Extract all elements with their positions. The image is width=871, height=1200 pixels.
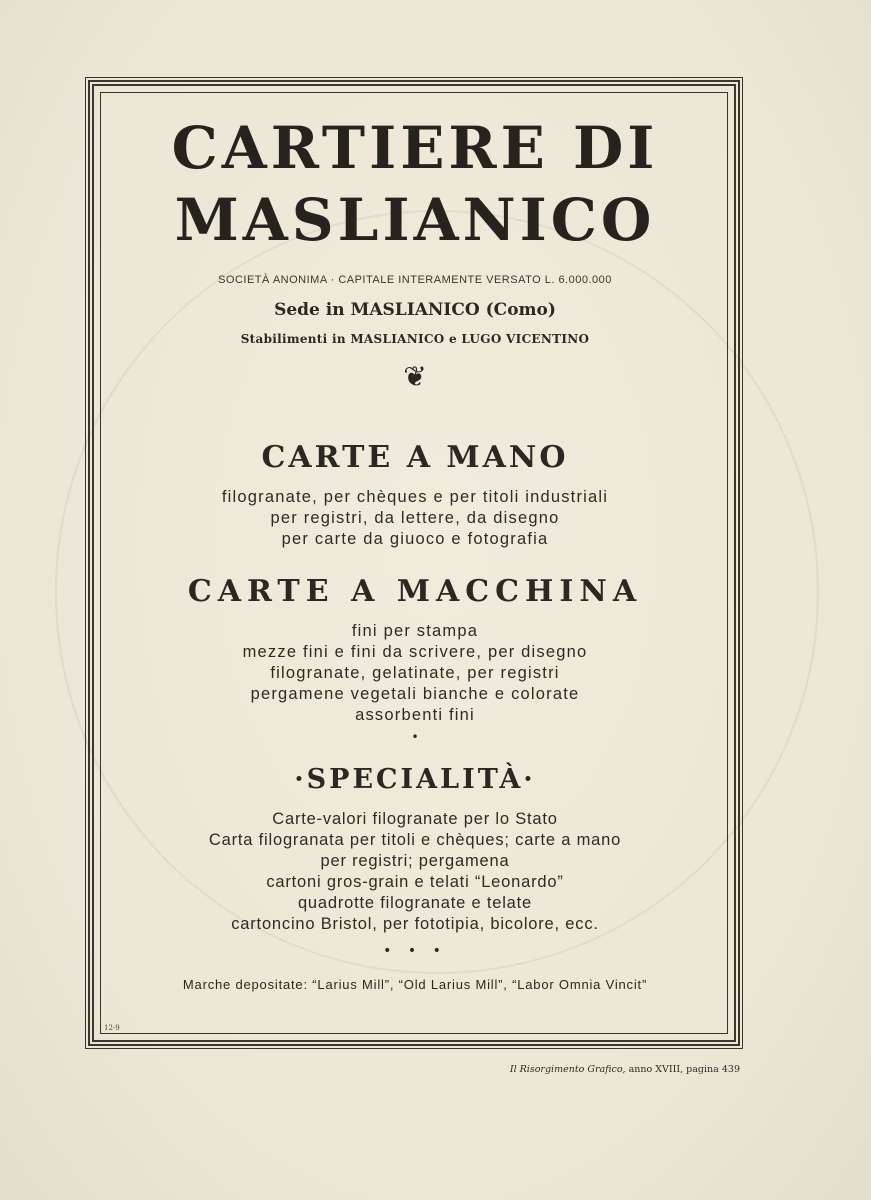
section-list-carte-a-mano xyxy=(100,487,730,550)
list-item: quadrotte filogranate e telate xyxy=(297,894,533,912)
separator-dots: • • • xyxy=(383,943,447,959)
section-title-carte-a-macchina: CARTE A MACCHINA xyxy=(187,574,643,609)
trademarks-line: Marche depositate: “Larius Mill”, “Old Larius Mill”, “Labor Omnia Vincit” xyxy=(182,977,648,992)
list-item: per registri; pergamena xyxy=(320,852,510,870)
company-title-line2: MASLIANICO xyxy=(174,186,656,254)
company-title-line1: CARTIERE DI xyxy=(171,114,659,182)
ornament-icon: ❦ xyxy=(403,360,427,393)
list-item: cartoncino Bristol, per fototipia, bicolore, ecc. xyxy=(231,915,599,933)
section-title-specialita: ·SPECIALITÀ· xyxy=(294,764,536,795)
footer-issue: anno XVIII, pagina 439 xyxy=(628,1064,740,1075)
list-item: mezze fini e fini da scrivere, per disegno xyxy=(242,643,588,661)
list-item: per registri, da lettere, da disegno xyxy=(270,509,560,527)
list-item: cartoni gros-grain e telati “Leonardo” xyxy=(266,873,564,891)
headquarters-line: Sede in MASLIANICO (Como) xyxy=(274,300,556,320)
list-item: filogranate, gelatinate, per registri xyxy=(270,664,560,682)
page-footer xyxy=(510,1064,740,1075)
plate-number: 12-9 xyxy=(104,1024,120,1032)
list-item: Carte-valori filogranate per lo Stato xyxy=(272,810,558,828)
advertisement-content xyxy=(100,90,730,992)
section-list-specialita xyxy=(100,809,730,935)
company-subtitle: SOCIETÀ ANONIMA · CAPITALE INTERAMENTE VERSATO L. 6.000.000 xyxy=(218,274,612,286)
footer-journal-name: Il Risorgimento Grafico, xyxy=(509,1064,626,1075)
separator-dot: • xyxy=(411,730,419,744)
list-item: filogranate, per chèques e per titoli industriali xyxy=(221,488,609,506)
list-item: assorbenti fini xyxy=(355,706,475,724)
section-title-carte-a-mano: CARTE A MANO xyxy=(261,440,569,475)
list-item: fini per stampa xyxy=(351,622,479,640)
plants-line: Stabilimenti in MASLIANICO e LUGO VICENTINO xyxy=(240,332,590,346)
list-item: pergamene vegetali bianche e colorate xyxy=(250,685,580,703)
section-list-carte-a-macchina xyxy=(100,621,730,726)
list-item: Carta filogranata per titoli e chèques; carte a mano xyxy=(208,831,622,849)
list-item: per carte da giuoco e fotografia xyxy=(281,530,549,548)
